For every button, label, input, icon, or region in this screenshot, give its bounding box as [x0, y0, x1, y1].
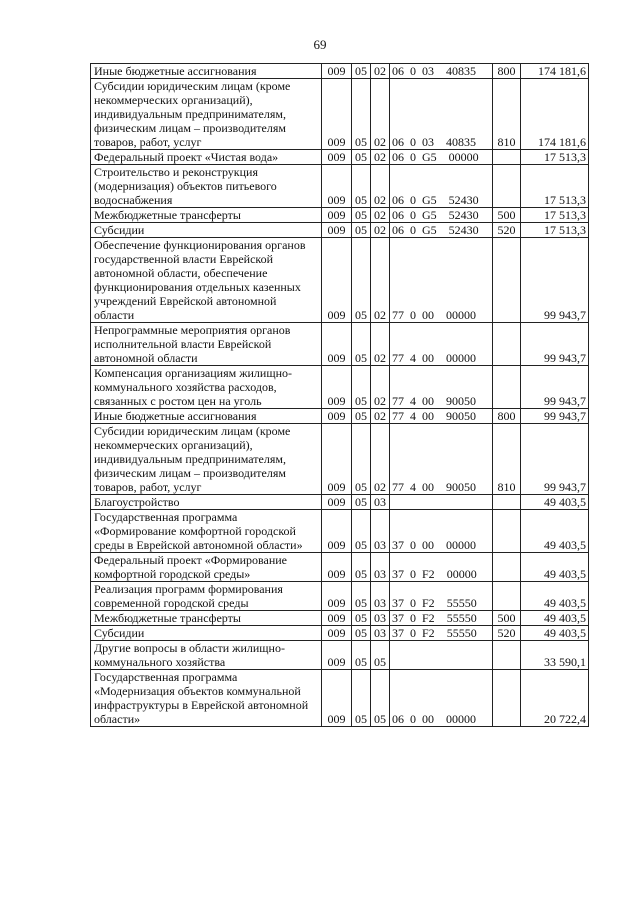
ministry-code: 009 [322, 670, 352, 727]
row-name: Государственная программа «Модернизация объектов коммунальной инфраструктуры в Еврейской автономной области» [91, 670, 322, 727]
row-name: Непрограммные мероприятия органов исполнительной власти Еврейской автономной области [91, 323, 322, 366]
subprogram-code: 0 [410, 626, 416, 640]
program-code: 77 [392, 409, 404, 423]
subprogram-code: 0 [410, 193, 416, 207]
subsection-code: 03 [371, 553, 390, 582]
amount: 17 513,3 [521, 208, 589, 223]
target-article [390, 553, 493, 582]
expense-type-code: 520 [493, 223, 521, 238]
target-article [390, 670, 493, 727]
section-code: 05 [352, 64, 371, 79]
ministry-code: 009 [322, 495, 352, 510]
project-code: 00 [422, 538, 434, 552]
row-name: Другие вопросы в области жилищно-коммунального хозяйства [91, 641, 322, 670]
expense-type-code [493, 238, 521, 323]
expense-type-code: 810 [493, 424, 521, 495]
table-row [91, 553, 589, 582]
table-row [91, 238, 589, 323]
program-code: 77 [392, 351, 404, 365]
section-code: 05 [352, 323, 371, 366]
article-code: 00000 [446, 712, 476, 726]
subprogram-code: 4 [410, 351, 416, 365]
amount: 49 403,5 [521, 611, 589, 626]
section-code: 05 [352, 366, 371, 409]
expense-type-code: 810 [493, 79, 521, 150]
target-article [390, 424, 493, 495]
target-article [390, 495, 493, 510]
expense-type-code [493, 641, 521, 670]
row-name: Иные бюджетные ассигнования [91, 64, 322, 79]
subprogram-code: 0 [410, 712, 416, 726]
table-row [91, 366, 589, 409]
row-name: Федеральный проект «Формирование комфортной городской среды» [91, 553, 322, 582]
amount: 49 403,5 [521, 626, 589, 641]
project-code: G5 [422, 223, 437, 237]
ministry-code: 009 [322, 208, 352, 223]
ministry-code: 009 [322, 409, 352, 424]
article-code: 00000 [446, 567, 477, 581]
amount: 49 403,5 [521, 495, 589, 510]
project-code: 00 [422, 351, 434, 365]
table-row [91, 424, 589, 495]
row-name: Иные бюджетные ассигнования [91, 409, 322, 424]
article-code: 52430 [448, 193, 479, 207]
expense-type-code [493, 150, 521, 165]
page-number: 69 [313, 37, 327, 52]
table-row [91, 223, 589, 238]
row-name: Субсидии [91, 223, 322, 238]
subprogram-code: 4 [410, 394, 416, 408]
project-code: 00 [422, 308, 434, 322]
target-article [390, 79, 493, 150]
subprogram-code: 0 [410, 208, 416, 222]
ministry-code: 009 [322, 238, 352, 323]
row-name: Межбюджетные трансферты [91, 611, 322, 626]
article-code: 00000 [448, 150, 479, 164]
subprogram-code: 0 [410, 567, 416, 581]
table-row [91, 641, 589, 670]
section-code: 05 [352, 165, 371, 208]
table-row [91, 64, 589, 79]
subsection-code: 05 [371, 641, 390, 670]
program-code: 06 [392, 712, 404, 726]
subprogram-code: 0 [410, 308, 416, 322]
ministry-code: 009 [322, 323, 352, 366]
subsection-code: 02 [371, 150, 390, 165]
subsection-code: 02 [371, 165, 390, 208]
amount: 99 943,7 [521, 409, 589, 424]
target-article [390, 510, 493, 553]
amount: 17 513,3 [521, 165, 589, 208]
amount: 49 403,5 [521, 582, 589, 611]
expense-type-code [493, 510, 521, 553]
expense-type-code: 500 [493, 611, 521, 626]
subprogram-code: 0 [410, 611, 416, 625]
program-code: 77 [392, 480, 404, 494]
table-row [91, 409, 589, 424]
ministry-code: 009 [322, 611, 352, 626]
section-code: 05 [352, 79, 371, 150]
target-article [390, 64, 493, 79]
program-code: 06 [392, 64, 404, 78]
table-row [91, 670, 589, 727]
article-code: 00000 [446, 351, 476, 365]
table-row [91, 323, 589, 366]
subsection-code: 03 [371, 510, 390, 553]
project-code: F2 [422, 567, 435, 581]
amount: 49 403,5 [521, 553, 589, 582]
article-code: 40835 [446, 135, 476, 149]
expense-type-code [493, 366, 521, 409]
table-row [91, 165, 589, 208]
project-code: 00 [422, 409, 434, 423]
expense-type-code [493, 495, 521, 510]
ministry-code: 009 [322, 64, 352, 79]
section-code: 05 [352, 641, 371, 670]
subsection-code: 02 [371, 366, 390, 409]
section-code: 05 [352, 208, 371, 223]
ministry-code: 009 [322, 510, 352, 553]
target-article [390, 641, 493, 670]
amount: 17 513,3 [521, 150, 589, 165]
subsection-code: 03 [371, 582, 390, 611]
table-row [91, 495, 589, 510]
table-row [91, 582, 589, 611]
subprogram-code: 0 [410, 538, 416, 552]
section-code: 05 [352, 670, 371, 727]
expense-type-code [493, 553, 521, 582]
table-row [91, 611, 589, 626]
subprogram-code: 4 [410, 409, 416, 423]
target-article [390, 409, 493, 424]
row-name: Реализация программ формирования современной городской среды [91, 582, 322, 611]
program-code: 37 [392, 567, 404, 581]
row-name: Федеральный проект «Чистая вода» [91, 150, 322, 165]
table-row [91, 510, 589, 553]
subprogram-code: 0 [410, 135, 416, 149]
target-article [390, 238, 493, 323]
amount: 99 943,7 [521, 366, 589, 409]
row-name: Благоустройство [91, 495, 322, 510]
subsection-code: 03 [371, 495, 390, 510]
ministry-code: 009 [322, 223, 352, 238]
article-code: 90050 [446, 409, 476, 423]
amount: 174 181,6 [521, 64, 589, 79]
project-code: G5 [422, 208, 437, 222]
program-code: 06 [392, 135, 404, 149]
ministry-code: 009 [322, 165, 352, 208]
project-code: G5 [422, 150, 437, 164]
target-article [390, 366, 493, 409]
target-article [390, 165, 493, 208]
target-article [390, 611, 493, 626]
table-row [91, 79, 589, 150]
subprogram-code: 0 [410, 64, 416, 78]
program-code: 06 [392, 208, 404, 222]
expense-type-code: 520 [493, 626, 521, 641]
program-code: 37 [392, 596, 404, 610]
project-code: 00 [422, 394, 434, 408]
project-code: 00 [422, 480, 434, 494]
subsection-code: 02 [371, 424, 390, 495]
amount: 49 403,5 [521, 510, 589, 553]
article-code: 55550 [446, 596, 477, 610]
row-name: Субсидии [91, 626, 322, 641]
article-code: 52430 [448, 208, 479, 222]
amount: 17 513,3 [521, 223, 589, 238]
article-code: 90050 [446, 480, 476, 494]
row-name: Строительство и реконструкция (модернизация) объектов питьевого водоснабжения [91, 165, 322, 208]
program-code: 06 [392, 150, 404, 164]
subsection-code: 02 [371, 409, 390, 424]
section-code: 05 [352, 150, 371, 165]
program-code: 37 [392, 611, 404, 625]
ministry-code: 009 [322, 641, 352, 670]
section-code: 05 [352, 510, 371, 553]
article-code: 90050 [446, 394, 476, 408]
expense-type-code [493, 323, 521, 366]
budget-table [90, 63, 589, 727]
target-article [390, 582, 493, 611]
subsection-code: 02 [371, 208, 390, 223]
row-name: Субсидии юридическим лицам (кроме некоммерческих организаций), индивидуальным предпринимателям, физическим лицам – производителям товаров, работ, услуг [91, 424, 322, 495]
project-code: 03 [422, 135, 434, 149]
target-article [390, 150, 493, 165]
section-code: 05 [352, 553, 371, 582]
project-code: F2 [422, 626, 435, 640]
project-code: F2 [422, 596, 435, 610]
subsection-code: 02 [371, 64, 390, 79]
row-name: Субсидии юридическим лицам (кроме некоммерческих организаций), индивидуальным предпринимателям, физическим лицам – производителям товаров, работ, услуг [91, 79, 322, 150]
project-code: 00 [422, 712, 434, 726]
ministry-code: 009 [322, 424, 352, 495]
subsection-code: 03 [371, 611, 390, 626]
amount: 99 943,7 [521, 323, 589, 366]
row-name: Межбюджетные трансферты [91, 208, 322, 223]
program-code: 37 [392, 626, 404, 640]
expense-type-code: 800 [493, 409, 521, 424]
section-code: 05 [352, 223, 371, 238]
table-row [91, 208, 589, 223]
table-row [91, 626, 589, 641]
ministry-code: 009 [322, 553, 352, 582]
project-code: 03 [422, 64, 434, 78]
program-code: 37 [392, 538, 404, 552]
expense-type-code [493, 582, 521, 611]
ministry-code: 009 [322, 626, 352, 641]
subsection-code: 02 [371, 238, 390, 323]
subsection-code: 02 [371, 79, 390, 150]
section-code: 05 [352, 238, 371, 323]
ministry-code: 009 [322, 79, 352, 150]
project-code: F2 [422, 611, 435, 625]
ministry-code: 009 [322, 366, 352, 409]
expense-type-code [493, 165, 521, 208]
amount: 33 590,1 [521, 641, 589, 670]
amount: 99 943,7 [521, 238, 589, 323]
row-name: Обеспечение функционирования органов государственной власти Еврейской автономной области, обеспечение функционирования отдельных казенных учреждений Еврейской автономной области [91, 238, 322, 323]
subsection-code: 05 [371, 670, 390, 727]
target-article [390, 223, 493, 238]
section-code: 05 [352, 582, 371, 611]
program-code: 06 [392, 223, 404, 237]
target-article [390, 208, 493, 223]
ministry-code: 009 [322, 582, 352, 611]
section-code: 05 [352, 424, 371, 495]
subprogram-code: 0 [410, 223, 416, 237]
article-code: 55550 [446, 611, 477, 625]
subsection-code: 02 [371, 223, 390, 238]
subsection-code: 03 [371, 626, 390, 641]
section-code: 05 [352, 409, 371, 424]
section-code: 05 [352, 495, 371, 510]
target-article [390, 626, 493, 641]
article-code: 55550 [446, 626, 477, 640]
amount: 174 181,6 [521, 79, 589, 150]
article-code: 52430 [448, 223, 479, 237]
program-code: 06 [392, 193, 404, 207]
subprogram-code: 0 [410, 596, 416, 610]
article-code: 40835 [446, 64, 476, 78]
section-code: 05 [352, 626, 371, 641]
section-code: 05 [352, 611, 371, 626]
row-name: Государственная программа «Формирование комфортной городской среды в Еврейской автономной области» [91, 510, 322, 553]
subprogram-code: 4 [410, 480, 416, 494]
row-name: Компенсация организациям жилищно-коммунального хозяйства расходов, связанных с ростом цен на уголь [91, 366, 322, 409]
subprogram-code: 0 [410, 150, 416, 164]
table-row [91, 150, 589, 165]
article-code: 00000 [446, 538, 476, 552]
amount: 20 722,4 [521, 670, 589, 727]
article-code: 00000 [446, 308, 476, 322]
amount: 99 943,7 [521, 424, 589, 495]
target-article [390, 323, 493, 366]
program-code: 77 [392, 394, 404, 408]
expense-type-code [493, 670, 521, 727]
project-code: G5 [422, 193, 437, 207]
program-code: 77 [392, 308, 404, 322]
ministry-code: 009 [322, 150, 352, 165]
expense-type-code: 800 [493, 64, 521, 79]
expense-type-code: 500 [493, 208, 521, 223]
subsection-code: 02 [371, 323, 390, 366]
